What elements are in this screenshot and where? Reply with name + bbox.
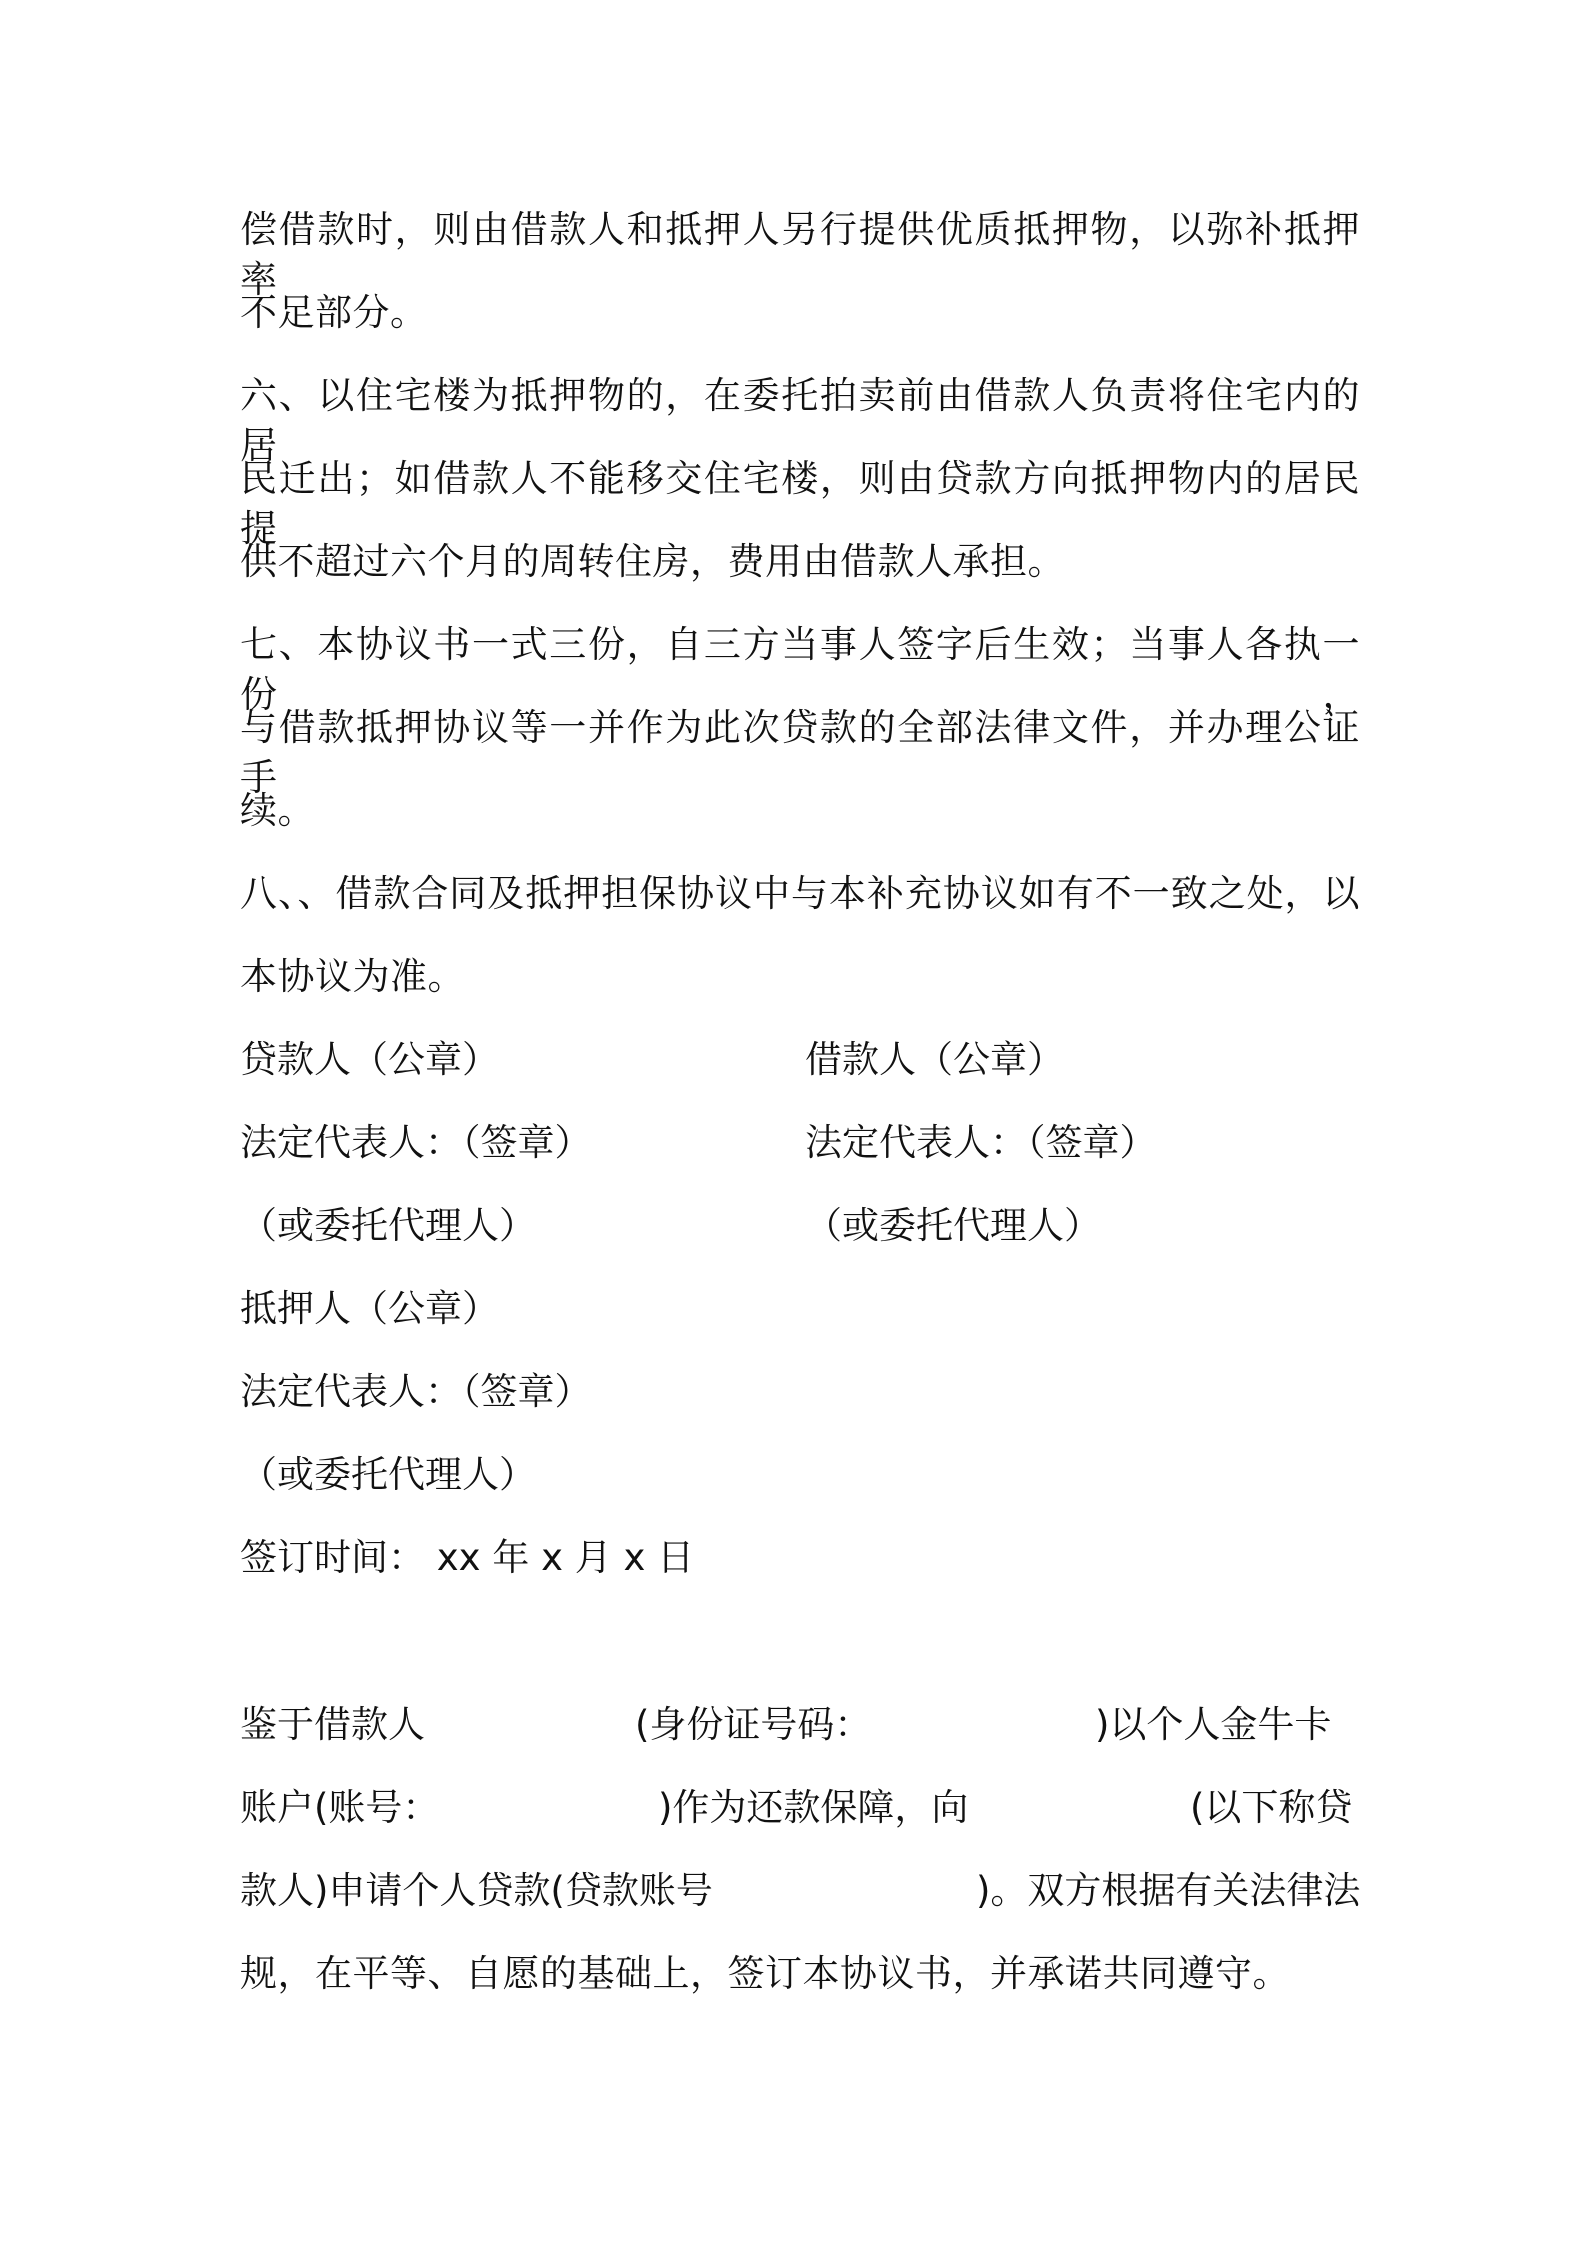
clause-7-line: 与借款抵押协议等一并作为此次贷款的全部法律文件，并办理公证手	[240, 706, 1360, 799]
clause-6-line: 民迁出；如借款人不能移交住宅楼，则由贷款方向抵押物内的居民提	[240, 457, 1360, 550]
clause-8-line: 本协议为准。	[240, 955, 465, 998]
clause-6-line: 六、以住宅楼为抵押物的，在委托拍卖前由借款人负责将住宅内的居	[240, 374, 1360, 467]
paragraph-line: 偿借款时，则由借款人和抵押人另行提供优质抵押物，以弥补抵押率	[240, 208, 1360, 301]
agent-label: （或委托代理人）	[805, 1204, 1101, 1247]
mortgagor-seal-label: 抵押人（公章）	[240, 1287, 499, 1330]
legal-rep-label: 法定代表人：（签章）	[240, 1370, 592, 1413]
paragraph-line: 不足部分。	[240, 291, 428, 334]
clause-7-line: 续。	[240, 789, 315, 832]
legal-rep-label: 法定代表人：（签章）	[240, 1121, 592, 1164]
lender-seal-label: 贷款人（公章）	[240, 1038, 499, 1081]
agent-label: （或委托代理人）	[240, 1453, 536, 1496]
preamble-text: 款人)申请个人贷款(贷款账号	[240, 1869, 713, 1912]
sign-date: 签订时间： xx 年 x 月 x 日	[240, 1536, 695, 1579]
preamble-text: )作为还款保障，向	[658, 1786, 969, 1829]
preamble-text: (以下称贷	[1190, 1786, 1353, 1829]
clause-7-line: 七、本协议书一式三份，自三方当事人签字后生效；当事人各执一份，	[240, 623, 1360, 716]
preamble-text: )。双方根据有关法律法	[976, 1869, 1361, 1912]
borrower-seal-label: 借款人（公章）	[805, 1038, 1064, 1081]
preamble-text: )以个人金牛卡	[1095, 1703, 1332, 1746]
preamble-text: 规，在平等、自愿的基础上，签订本协议书，并承诺共同遵守。	[240, 1952, 1290, 1995]
preamble-text: (身份证号码：	[635, 1703, 872, 1746]
preamble-text: 账户(账号：	[240, 1786, 440, 1829]
clause-8-line: 八、、借款合同及抵押担保协议中与本补充协议如有不一致之处，以	[240, 872, 1360, 915]
agent-label: （或委托代理人）	[240, 1204, 536, 1247]
clause-6-line: 供不超过六个月的周转住房，费用由借款人承担。	[240, 540, 1065, 583]
legal-rep-label: 法定代表人：（签章）	[805, 1121, 1157, 1164]
preamble-text: 鉴于借款人	[240, 1703, 425, 1746]
